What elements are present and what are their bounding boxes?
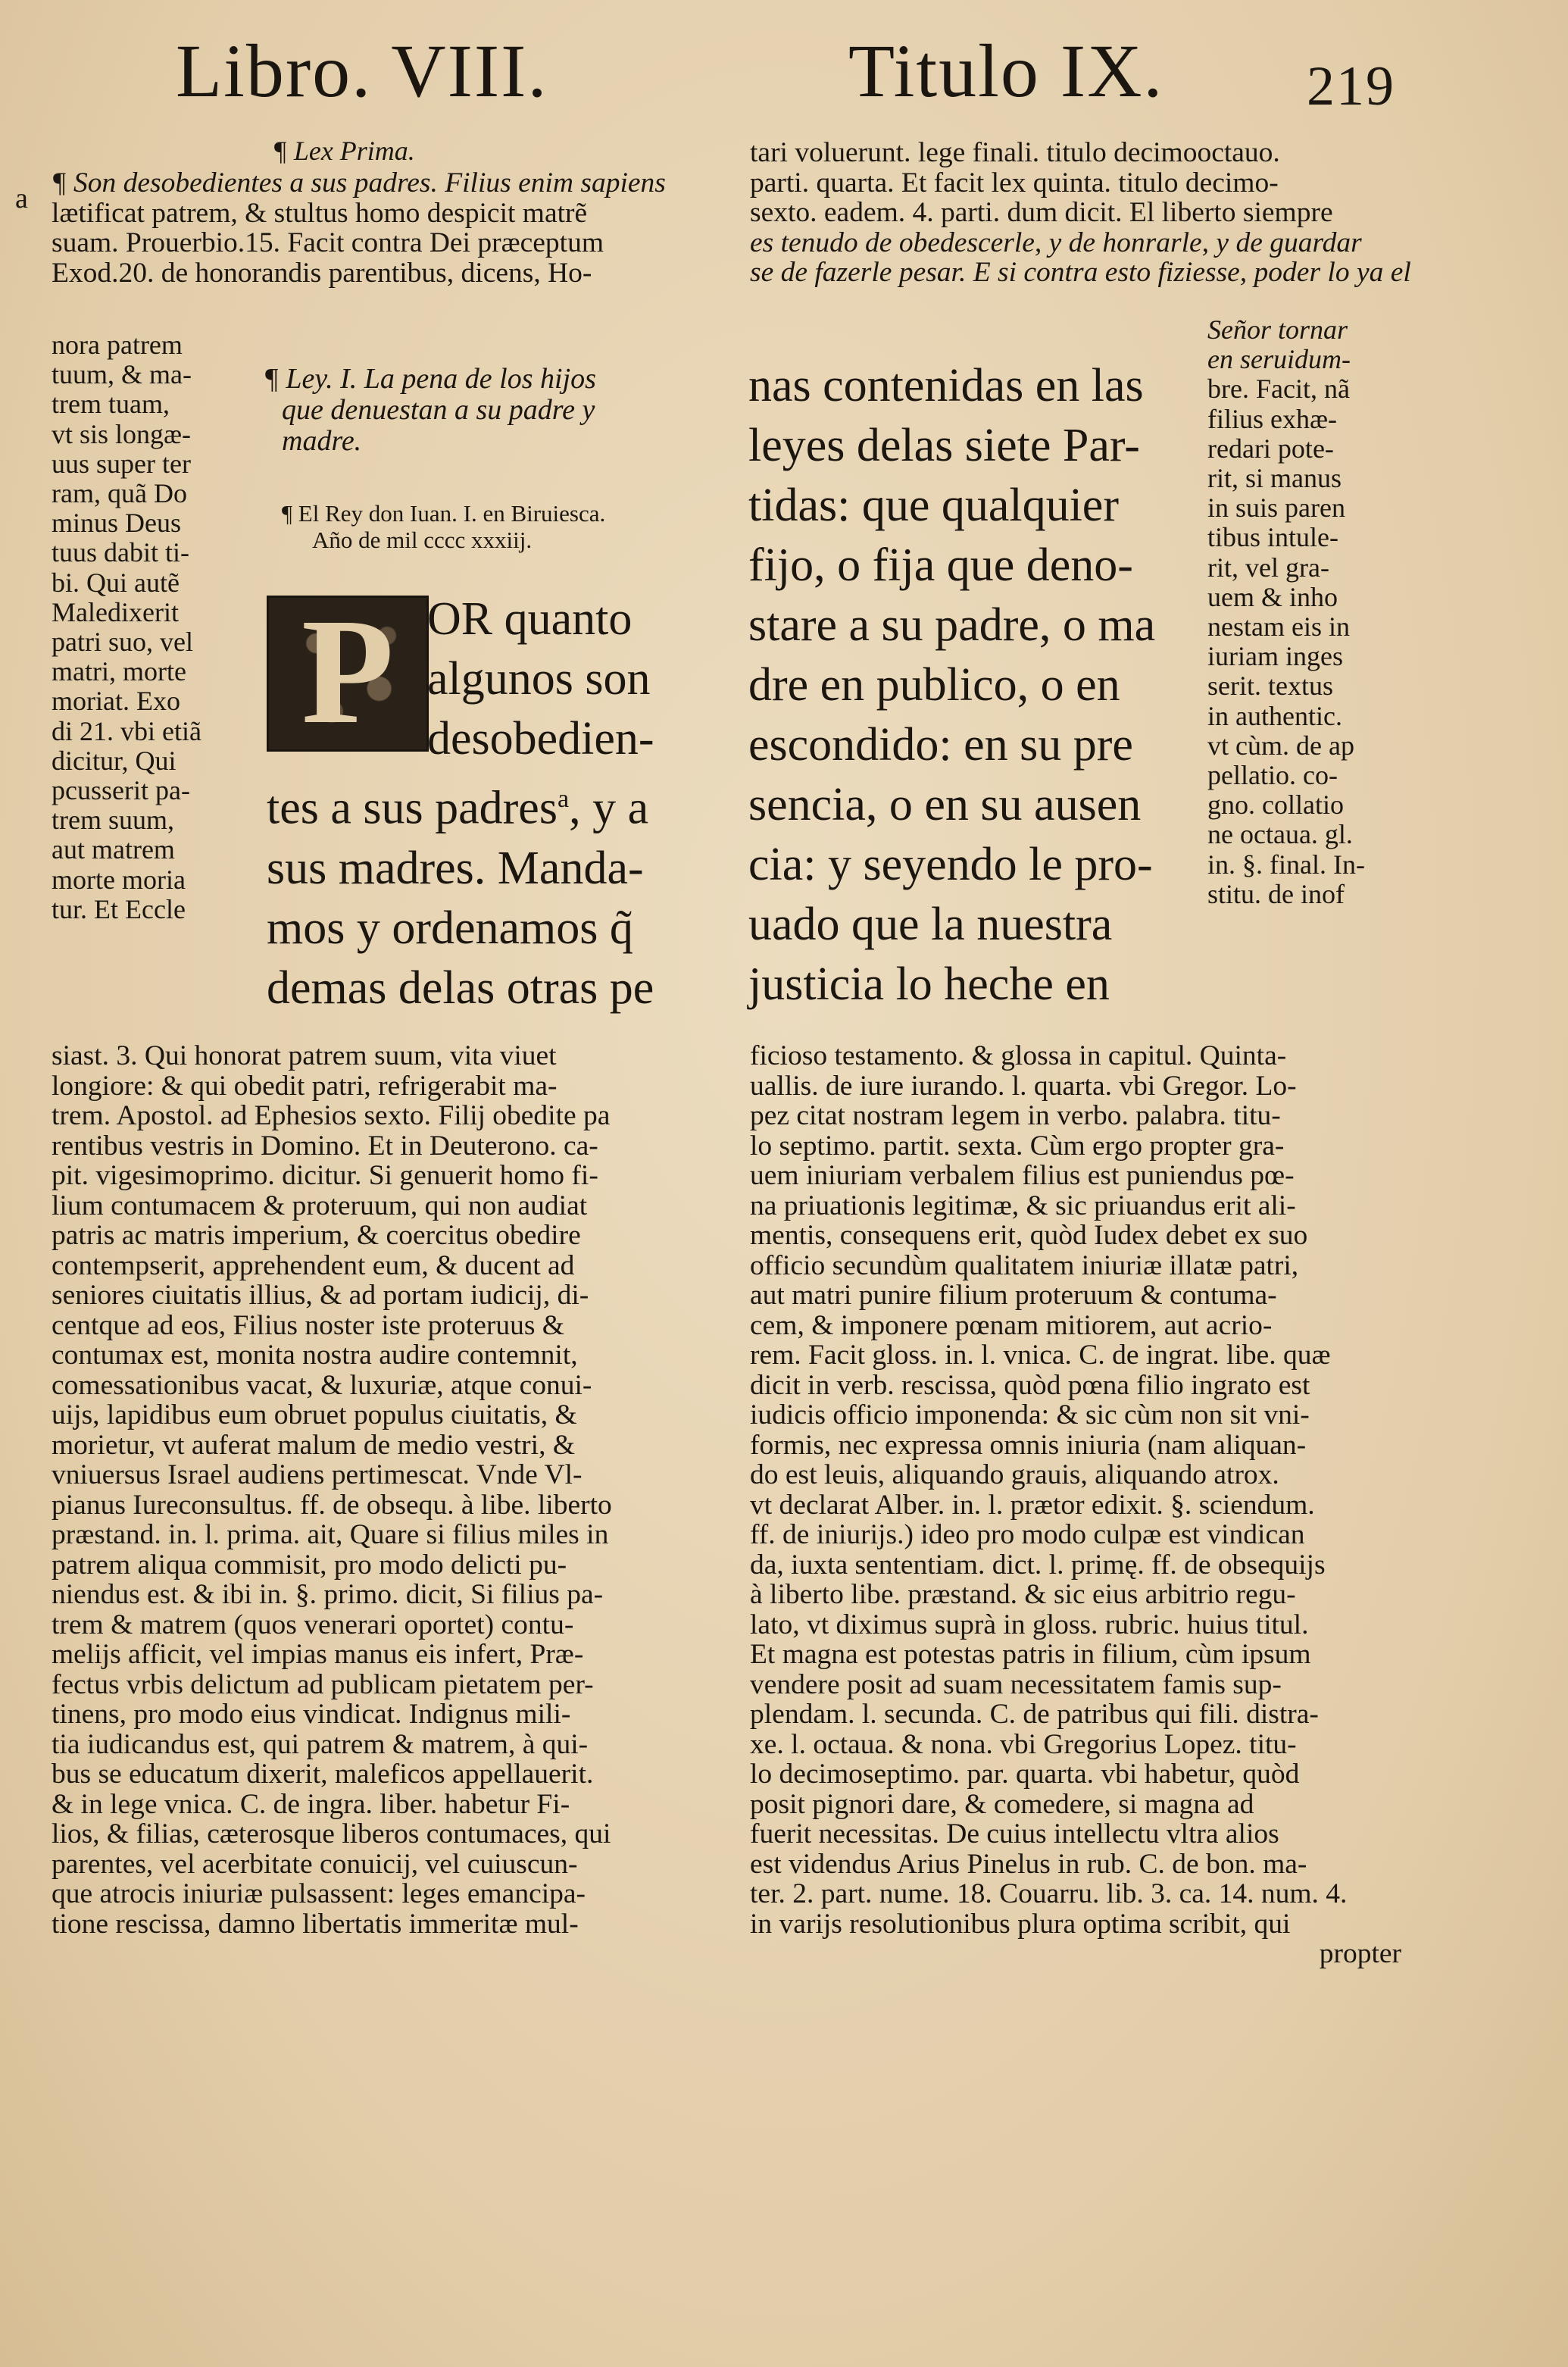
text-line: pcusserit pa- — [52, 775, 190, 806]
text-line: in varijs resolutionibus plura optima scribit, qui — [750, 1908, 1291, 1940]
text-line: tuus dabit ti- — [52, 537, 189, 568]
text-line: niendus est. & ibi in. §. primo. dicit, Si filius pa- — [52, 1579, 604, 1610]
text-line: uallis. de iure iurando. l. quarta. vbi Gregor. Lo- — [750, 1070, 1297, 1102]
dropcap-letter: P — [301, 588, 395, 755]
text-line: Exod.20. de honorandis parentibus, dicens, Ho- — [52, 257, 592, 289]
law-line: sencia, o en su ausen — [748, 779, 1142, 830]
text-line: fuerit necessitas. De cuius intellectu vltra alios — [750, 1818, 1279, 1850]
catchword: propter — [1319, 1938, 1401, 1969]
text-line: pianus Iureconsultus. ff. de obsequ. à libe. liberto — [52, 1489, 612, 1521]
text-line: vt declarat Alber. in. l. prætor edixit. §. sciendum. — [750, 1489, 1315, 1521]
text-line: aut matri punire filium proteruum & contuma- — [750, 1280, 1277, 1311]
text-line: ter. 2. part. nume. 18. Couarru. lib. 3. ca. 14. num. 4. — [750, 1878, 1348, 1909]
text-line: gno. collatio — [1207, 790, 1344, 821]
text-line: patris ac matris imperium, & coercitus obedire — [52, 1220, 581, 1251]
law-line-with-note — [267, 769, 698, 839]
text-line: morte moria — [52, 864, 186, 895]
text-line: seniores ciuitatis illius, & ad portam iudicij, di- — [52, 1280, 589, 1311]
text-line: fectus vrbis delictum ad publicam pietatem per- — [52, 1668, 594, 1700]
text-line: pellatio. co- — [1207, 760, 1338, 791]
text-line: tia iudicandus est, qui patrem & matrem, à qui- — [52, 1728, 589, 1760]
note-reference: a — [557, 785, 570, 813]
text-line: suam. Prouerbio.15. Facit contra Dei præceptum — [52, 227, 604, 258]
text-line: lato, vt diximus suprà in gloss. rubric. huius titul. — [750, 1609, 1309, 1640]
text-line: ne octaua. gl. — [1207, 819, 1353, 850]
law-line: OR quanto — [427, 593, 633, 645]
law-line: sus madres. Manda- — [267, 842, 644, 894]
law-text-left — [267, 589, 698, 1018]
gloss-marker: a — [15, 183, 28, 214]
law-line: fijo, o fija que deno- — [748, 539, 1133, 591]
text-line: pit. vigesimoprimo. dicitur. Si genuerit homo fi- — [52, 1160, 598, 1191]
text-line: bus se educatum dixerit, maleficos appellauerit. — [52, 1759, 594, 1790]
law-line-suffix: , y a — [569, 782, 649, 834]
text-line: in suis paren — [1207, 492, 1345, 524]
text-line: moriat. Exo — [52, 686, 180, 717]
text-line: uem & inho — [1207, 581, 1338, 612]
text-line: lætificat patrem, & stultus homo despicit matrẽ — [52, 197, 588, 229]
text-line: lo septimo. partit. sexta. Cùm ergo propter gra- — [750, 1130, 1285, 1162]
text-line: contumax est, monita nostra audire contemnit, — [52, 1340, 578, 1371]
text-line: se de fazerle pesar. E si contra esto fiziesse, poder lo ya el — [750, 257, 1411, 288]
lex-heading: ¶ Lex Prima. — [273, 136, 415, 166]
text-line: parti. quarta. Et facit lex quinta. titulo decimo- — [750, 167, 1279, 199]
text-line: Señor tornar — [1207, 314, 1348, 345]
law-line-text: tes a sus padres — [267, 782, 558, 834]
text-line: da, iuxta sententiam. dict. l. primę. ff. de obsequijs — [750, 1549, 1326, 1581]
text-line: trem. Apostol. ad Ephesios sexto. Filij obedite pa — [52, 1100, 611, 1131]
text-line: posit pignori dare, & comedere, si magna ad — [750, 1788, 1254, 1820]
text-line: que denuestan a su padre y — [282, 394, 595, 426]
text-line: rit, si manus — [1207, 463, 1342, 494]
text-line: rentibus vestris in Domino. Et in Deuterono. ca- — [52, 1130, 598, 1162]
text-line: stitu. de inof — [1207, 878, 1345, 909]
text-line: ff. de iniurijs.) ideo pro modo culpæ est vindican — [750, 1519, 1305, 1550]
text-line: officio secundùm qualitatem iniuriæ illatæ patri, — [750, 1249, 1299, 1281]
text-line: melijs afficit, vel impias manus eis infert, Præ- — [52, 1639, 584, 1670]
text-line: minus Deus — [52, 508, 181, 539]
text-line: tione rescissa, damno libertatis immeritæ mul- — [52, 1908, 579, 1940]
text-line: ¶ El Rey don Iuan. I. en Biruiesca. — [282, 500, 606, 527]
text-line: cem, & imponere pœnam mitiorem, aut acrio- — [750, 1309, 1273, 1341]
text-line: iudicis officio imponenda: & sic cùm non sit vni- — [750, 1399, 1310, 1431]
text-line: lo decimoseptimo. par. quarta. vbi habetur, quòd — [750, 1759, 1300, 1790]
law-line: tidas: que qualquier — [748, 480, 1119, 531]
right-gloss-bottom — [750, 1041, 1409, 1969]
text-line: in. §. final. In- — [1207, 849, 1365, 880]
text-line: xe. l. octaua. & nona. vbi Gregorius Lopez. titu- — [750, 1728, 1297, 1760]
text-line: mentis, consequens erit, quòd Iudex debet ex suo — [750, 1220, 1308, 1251]
law-line: uado que la nuestra — [748, 899, 1113, 950]
text-line: vniuersus Israel audiens pertimescat. Vnde Vl- — [52, 1459, 583, 1490]
text-line: Et magna est potestas patris in filium, cùm ipsum — [750, 1639, 1311, 1670]
text-line: nestam eis in — [1207, 611, 1350, 643]
text-line: vt cùm. de ap — [1207, 730, 1354, 761]
text-line: tinens, pro modo eius vindicat. Indignus mili- — [52, 1699, 571, 1730]
law-line: dre en publico, o en — [748, 659, 1120, 711]
text-line: iuriam inges — [1207, 641, 1343, 672]
text-line: parentes, vel acerbitate conuicij, vel cuiuscun- — [52, 1848, 578, 1880]
law-line: stare a su padre, o ma — [748, 599, 1156, 651]
text-line: trem tuam, — [52, 389, 170, 420]
text-line: bre. Facit, nã — [1207, 374, 1350, 405]
text-line: Maledixerit — [52, 596, 179, 627]
text-line: do est leuis, aliquando grauis, aliquando atrox. — [750, 1459, 1279, 1490]
text-line: es tenudo de obedescerle, y de honrarle, y de guardar — [750, 227, 1362, 258]
text-line: redari pote- — [1207, 433, 1334, 464]
text-line: nora patrem — [52, 330, 183, 360]
law-line: escondido: en su pre — [748, 719, 1133, 771]
law-line: leyes delas siete Par- — [748, 420, 1140, 471]
text-line: tari voluerunt. lege finali. titulo decimooctauo. — [750, 137, 1280, 168]
text-line: præstand. in. l. prima. ait, Quare si filius miles in — [52, 1519, 609, 1550]
text-line: in authentic. — [1207, 700, 1342, 731]
right-gloss-narrow — [1207, 315, 1404, 909]
text-line: lium contumacem & proteruum, qui non audiat — [52, 1190, 588, 1221]
ley-source — [282, 500, 676, 553]
text-line: pez citat nostram legem in verbo. palabra. titu- — [750, 1100, 1281, 1131]
text-line: en seruidum- — [1207, 344, 1351, 375]
text-line: contempserit, apprehendent eum, & ducent ad — [52, 1249, 575, 1281]
law-line: algunos son — [427, 653, 651, 705]
text-line: tuum, & ma- — [52, 359, 192, 390]
text-line: comessationibus vacat, & luxuriæ, atque conui- — [52, 1369, 592, 1401]
text-line: vendere posit ad suam necessitatem famis sup- — [750, 1668, 1282, 1700]
text-line: di 21. vbi etiã — [52, 715, 201, 746]
running-header-book: Libro. VIII. — [176, 29, 548, 113]
left-gloss-top — [52, 168, 695, 288]
text-line: filius exhæ- — [1207, 403, 1337, 434]
text-line: na priuationis legitimæ, & sic priuandus erit ali- — [750, 1190, 1296, 1221]
text-line: ficioso testamento. & glossa in capitul. Quinta- — [750, 1040, 1287, 1071]
law-line: nas contenidas en las — [748, 360, 1144, 411]
text-line: patrem aliqua commisit, pro modo delicti pu- — [52, 1549, 567, 1581]
text-line: formis, nec expressa omnis iniuria (nam aliquan- — [750, 1429, 1307, 1461]
law-line: desobedien- — [427, 713, 654, 765]
text-line: ¶ Ley. I. La pena de los hijos — [264, 363, 596, 395]
text-line: vt sis longæ- — [52, 418, 192, 449]
text-line: serit. textus — [1207, 671, 1333, 702]
text-line: sexto. eadem. 4. parti. dum dicit. El liberto siempre — [750, 197, 1333, 228]
ley-heading — [264, 364, 688, 457]
law-text-right — [748, 356, 1203, 1015]
text-line: uus super ter — [52, 448, 191, 479]
text-line: matri, morte — [52, 656, 186, 687]
text-line: dicitur, Qui — [52, 745, 176, 776]
right-gloss-top — [750, 138, 1409, 288]
text-line: uem iniuriam verbalem filius est puniendus pœ- — [750, 1160, 1295, 1191]
text-line: rem. Facit gloss. in. l. vnica. C. de ingrat. libe. quæ — [750, 1340, 1331, 1371]
text-line: trem suum, — [52, 805, 174, 836]
text-line: Año de mil cccc xxxiij. — [312, 527, 533, 553]
text-line: tibus intule- — [1207, 522, 1338, 553]
text-line: bi. Qui autẽ — [52, 567, 180, 598]
text-line: patri suo, vel — [52, 627, 193, 658]
text-line: plendam. l. secunda. C. de patribus qui fili. distra- — [750, 1699, 1319, 1730]
left-gloss-bottom — [52, 1041, 695, 1939]
left-gloss-narrow — [52, 330, 233, 924]
text-line: aut matrem — [52, 834, 175, 865]
text-line: est videndus Arius Pinelus in rub. C. de bon. ma- — [750, 1848, 1307, 1880]
text-line: que atrocis iniuriæ pulsassent: leges emancipa- — [52, 1878, 586, 1909]
law-line: mos y ordenamos q̃ — [267, 902, 633, 954]
law-line: justicia lo heche en — [748, 958, 1110, 1010]
law-line: cia: y seyendo le pro- — [748, 839, 1153, 890]
running-header-title: Titulo IX. — [848, 29, 1164, 113]
text-line: ram, quã Do — [52, 478, 187, 509]
text-line: & in lege vnica. C. de ingra. liber. habetur Fi- — [52, 1788, 570, 1820]
law-line: demas delas otras pe — [267, 961, 654, 1014]
text-line: ¶ Son desobedientes a sus padres. Filius enim sapiens — [52, 167, 666, 199]
text-line: centque ad eos, Filius noster iste proteruus & — [52, 1309, 564, 1341]
text-line: madre. — [282, 425, 362, 457]
text-line: lios, & filias, cæterosque liberos contumaces, qui — [52, 1818, 611, 1850]
text-line: siast. 3. Qui honorat patrem suum, vita viuet — [52, 1040, 557, 1071]
text-line: trem & matrem (quos venerari oportet) contu- — [52, 1609, 574, 1640]
text-line: morietur, vt auferat malum de medio vestri, & — [52, 1429, 576, 1461]
text-line: dicit in verb. rescissa, quòd pœna filio ingrato est — [750, 1369, 1310, 1401]
text-line: tur. Et Eccle — [52, 893, 186, 924]
page-number: 219 — [1307, 55, 1395, 117]
text-line: rit, vel gra- — [1207, 552, 1329, 583]
text-line: longiore: & qui obedit patri, refrigerabit ma- — [52, 1070, 558, 1102]
text-line: uijs, lapidibus eum obruet populus ciuitatis, & — [52, 1399, 577, 1431]
text-line: à liberto libe. præstand. & sic eius arbitrio regu- — [750, 1579, 1296, 1610]
